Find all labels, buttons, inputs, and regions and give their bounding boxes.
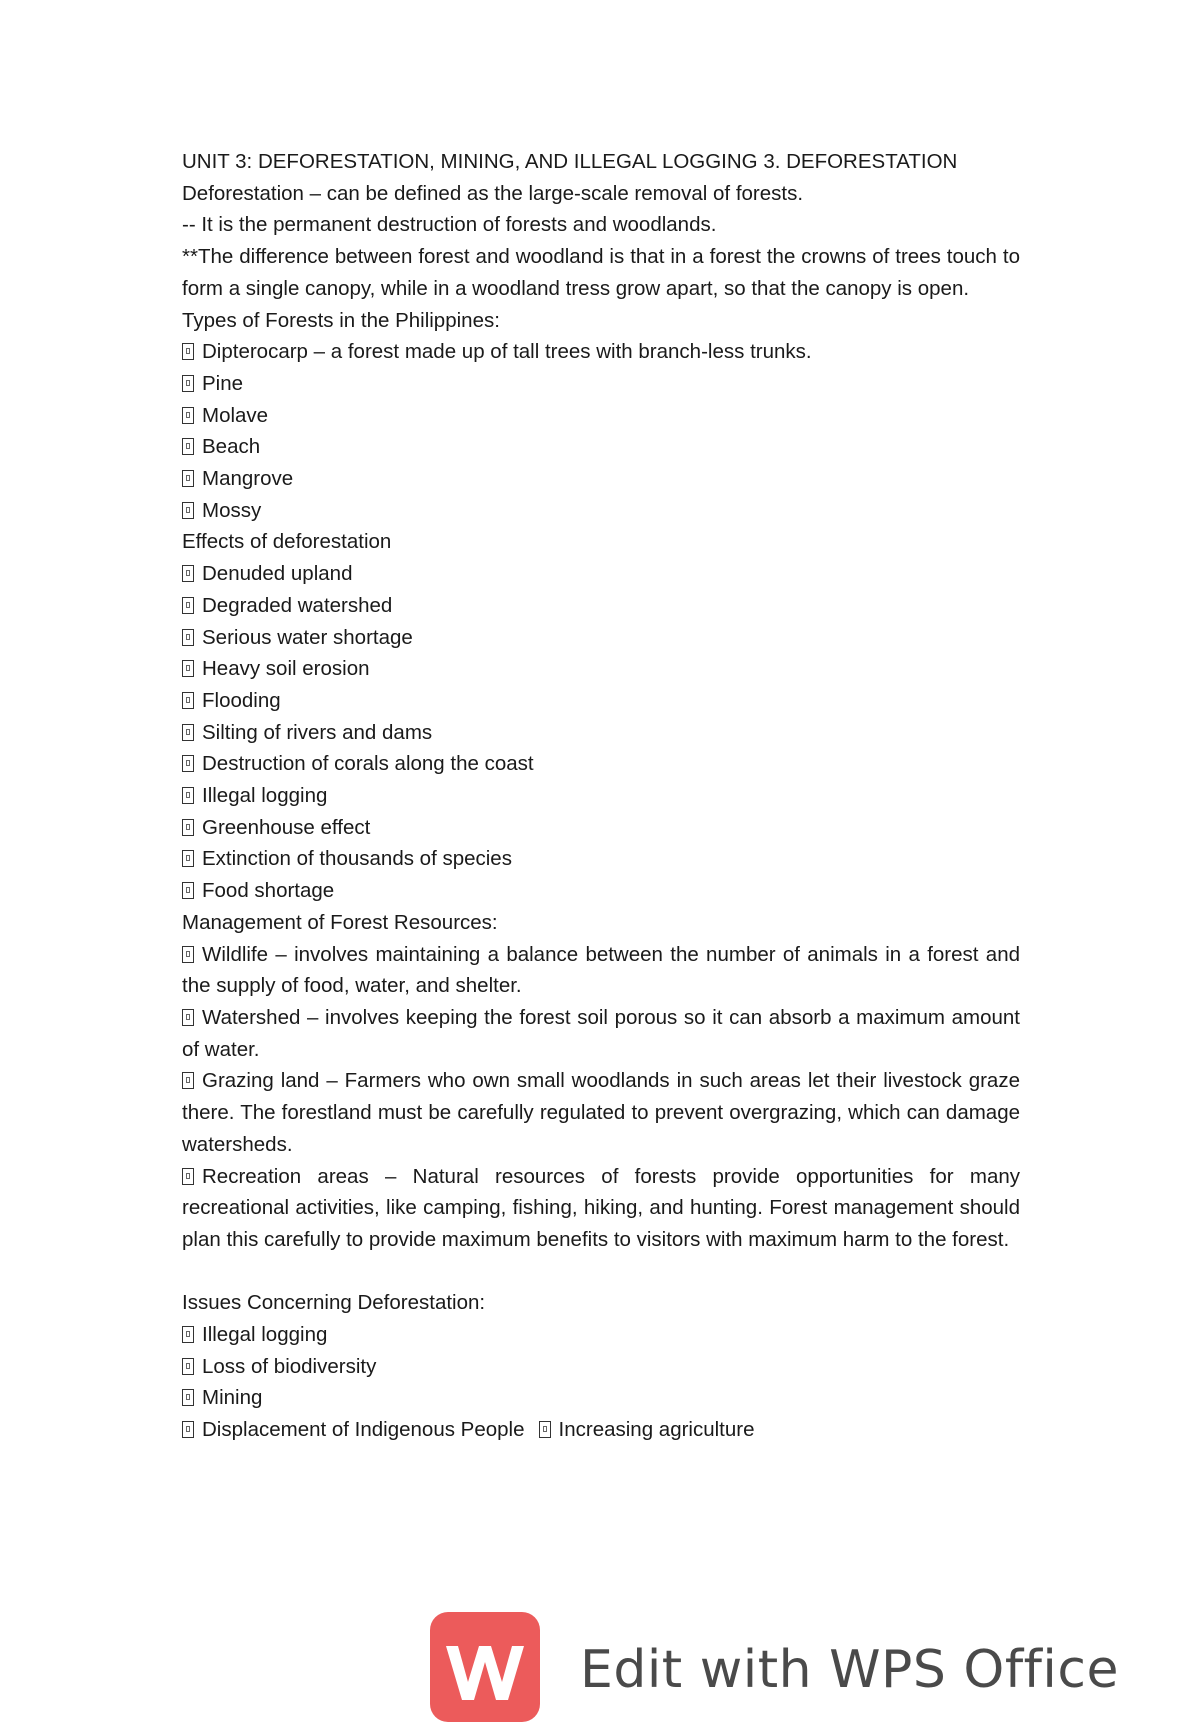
bullet-icon (182, 502, 194, 519)
bullet-icon (182, 1009, 194, 1026)
bullet-icon (182, 692, 194, 709)
document-heading: UNIT 3: DEFORESTATION, MINING, AND ILLEGAL LOGGING 3. DEFORESTATION (182, 150, 958, 173)
list-item: Flooding (182, 685, 1020, 717)
definition-line-2: -- It is the permanent destruction of forests and woodlands. (182, 213, 717, 237)
difference-note: **The difference between forest and woodland is that in a forest the crowns of trees touch to form a single canopy, while in a woodland tress grow apart, so that the canopy is open. (182, 245, 1020, 300)
bullet-icon (182, 724, 194, 741)
document-body (182, 146, 1020, 1446)
management-list (182, 939, 1020, 1256)
bullet-icon (182, 1358, 194, 1375)
list-item: Heavy soil erosion (182, 653, 1020, 685)
list-item: Wildlife – involves maintaining a balance between the number of animals in a forest and the supply of food, water, and shelter. (182, 942, 1020, 998)
bullet-icon (182, 819, 194, 836)
list-item: Silting of rivers and dams (182, 717, 1020, 749)
issues-list (182, 1319, 1020, 1446)
wps-logo-icon (430, 1612, 540, 1722)
list-item: Molave (182, 400, 1020, 432)
list-item: Watershed – involves keeping the forest soil porous so it can absorb a maximum amount of water. (182, 1005, 1020, 1061)
wps-watermark[interactable] (430, 1612, 1119, 1702)
bullet-icon (182, 438, 194, 455)
bullet-icon (182, 343, 194, 360)
bullet-icon (182, 597, 194, 614)
list-item: Food shortage (182, 875, 1020, 907)
bullet-icon (182, 1072, 194, 1089)
bullet-icon (182, 660, 194, 677)
forest-types-list (182, 336, 1020, 526)
management-title: Management of Forest Resources: (182, 910, 498, 934)
list-item: Denuded upland (182, 558, 1020, 590)
bullet-icon (182, 375, 194, 392)
definition-line: Deforestation – can be defined as the large-scale removal of forests. (182, 181, 804, 205)
list-item: Illegal logging (182, 1319, 1020, 1351)
list-item: Mangrove (182, 463, 1020, 495)
bullet-icon (182, 755, 194, 772)
bullet-icon (182, 882, 194, 899)
list-item: Recreation areas – Natural resources of forests provide opportunities for many recreational activities, like camping, fishing, hiking, and hunting. Forest management should plan this carefully to provide maximum benefits to visitors with maximum harm to the forest. (182, 1164, 1020, 1251)
list-item: Degraded watershed (182, 590, 1020, 622)
effects-title: Effects of deforestation (182, 530, 392, 554)
spacer (182, 1256, 1020, 1288)
list-item: Serious water shortage (182, 622, 1020, 654)
list-item: Beach (182, 431, 1020, 463)
list-item: Loss of biodiversity (182, 1351, 1020, 1383)
bullet-icon (182, 470, 194, 487)
issues-title: Issues Concerning Deforestation: (182, 1291, 486, 1315)
list-item: Pine (182, 368, 1020, 400)
list-item: Extinction of thousands of species (182, 843, 1020, 875)
list-item: Displacement of Indigenous People Increasing agriculture (182, 1414, 1020, 1446)
list-item: Grazing land – Farmers who own small woodlands in such areas let their livestock graze there. The forestland must be carefully regulated to prevent overgrazing, which can damage watersheds. (182, 1069, 1020, 1156)
bullet-icon (182, 565, 194, 582)
bullet-icon (182, 629, 194, 646)
effects-list (182, 558, 1020, 907)
bullet-icon (182, 1421, 194, 1438)
forest-types-title: Types of Forests in the Philippines: (182, 308, 500, 332)
bullet-icon (182, 946, 194, 963)
bullet-icon (539, 1421, 551, 1438)
bullet-icon (182, 1168, 194, 1185)
bullet-icon (182, 407, 194, 424)
list-item: Mossy (182, 495, 1020, 527)
list-item: Dipterocarp – a forest made up of tall trees with branch-less trunks. (182, 336, 1020, 368)
list-item: Illegal logging (182, 780, 1020, 812)
bullet-icon (182, 1389, 194, 1406)
wps-watermark-text: Edit with WPS Office (580, 1640, 1119, 1700)
bullet-icon (182, 787, 194, 804)
list-item: Destruction of corals along the coast (182, 748, 1020, 780)
list-item: Greenhouse effect (182, 812, 1020, 844)
bullet-icon (182, 1326, 194, 1343)
bullet-icon (182, 850, 194, 867)
list-item: Mining (182, 1382, 1020, 1414)
